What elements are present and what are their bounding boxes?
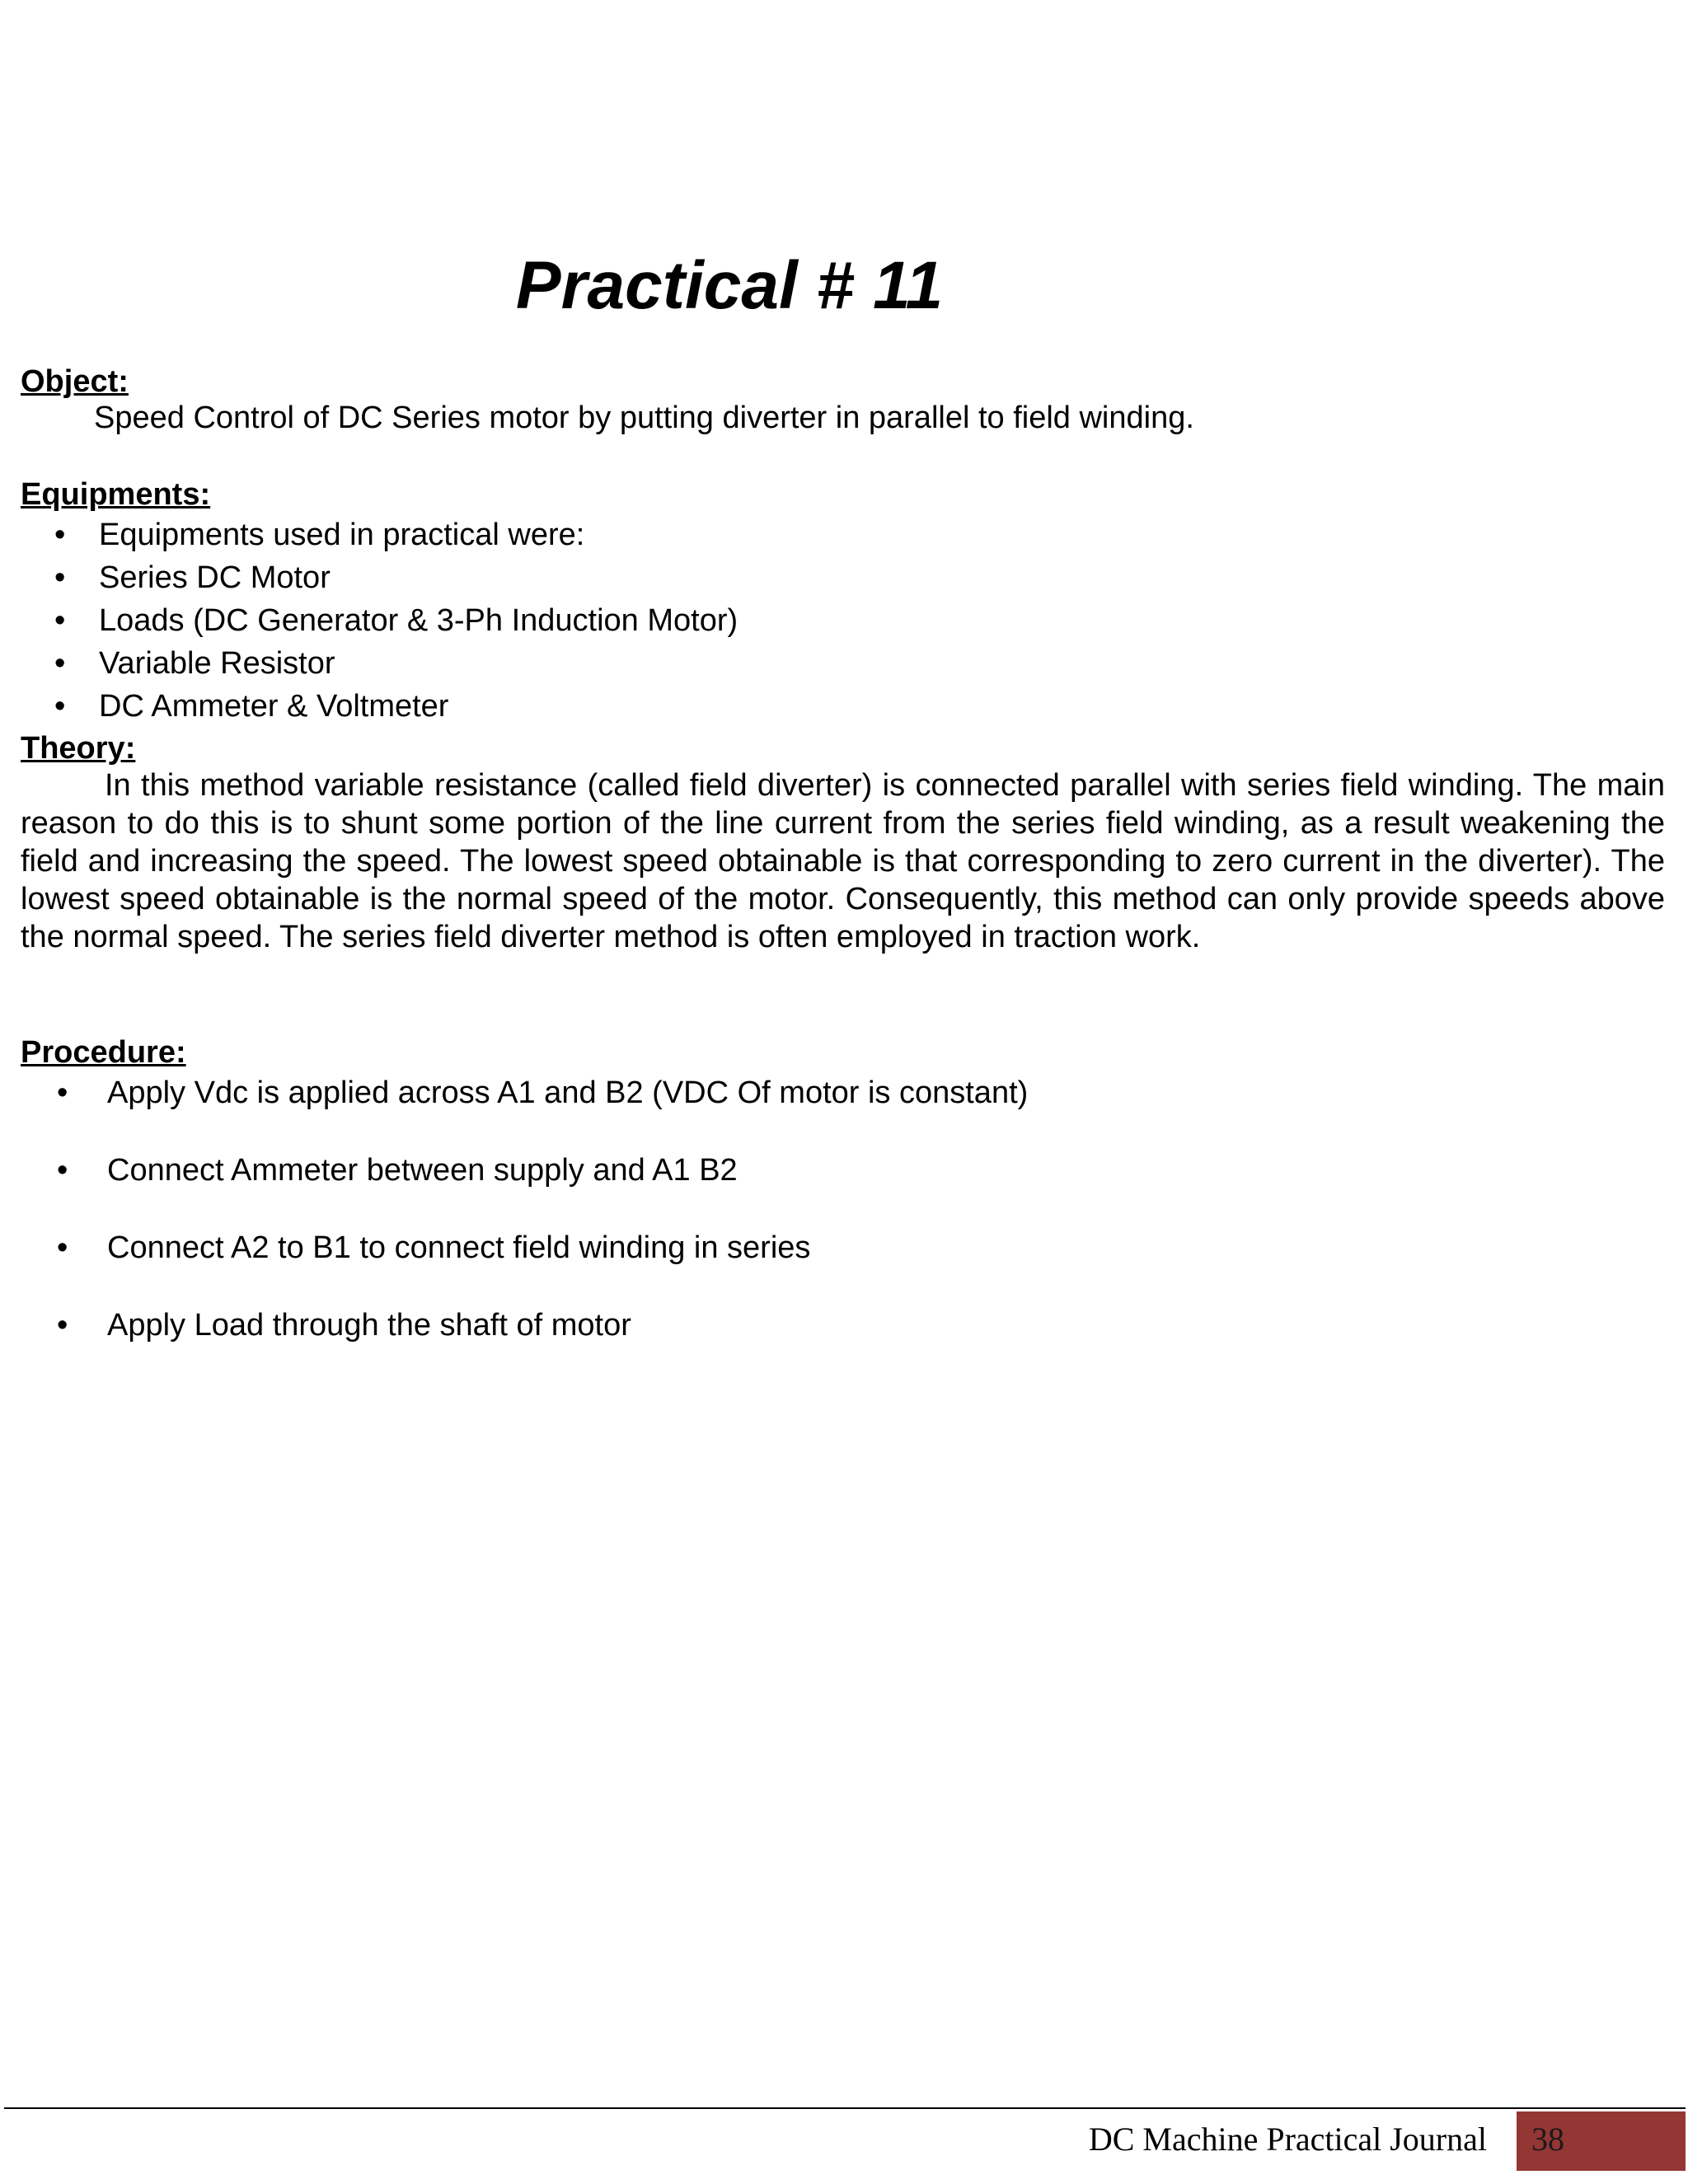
equipment-item: • DC Ammeter & Voltmeter: [54, 689, 449, 724]
bullet-icon: •: [57, 1153, 68, 1188]
page-number-box: [1517, 2111, 1686, 2171]
procedure-item: • Connect Ammeter between supply and A1 B2: [57, 1153, 738, 1188]
footer-journal-title: DC Machine Practical Journal: [1088, 2121, 1487, 2158]
footer-divider: [4, 2107, 1686, 2109]
procedure-heading: Procedure:: [21, 1035, 186, 1070]
object-text: Speed Control of DC Series motor by putting diverter in parallel to field winding.: [94, 401, 1194, 435]
equipments-heading: Equipments:: [21, 477, 211, 512]
bullet-icon: •: [54, 603, 66, 638]
equipment-item: • Loads (DC Generator & 3-Ph Induction Motor): [54, 603, 738, 638]
object-heading: Object:: [21, 364, 129, 399]
bullet-icon: •: [54, 560, 66, 595]
bullet-icon: •: [57, 1308, 68, 1343]
page-title: Practical # 11: [515, 248, 944, 323]
bullet-icon: •: [54, 646, 66, 681]
procedure-item: • Connect A2 to B1 to connect field winding in series: [57, 1230, 811, 1265]
bullet-icon: •: [57, 1230, 68, 1265]
bullet-icon: •: [57, 1076, 68, 1110]
procedure-item: • Apply Vdc is applied across A1 and B2 (VDC Of motor is constant): [57, 1076, 1029, 1110]
bullet-icon: •: [54, 518, 66, 552]
equipments-list: [0, 519, 738, 733]
bullet-icon: •: [54, 689, 66, 724]
equipment-item: • Equipments used in practical were:: [54, 518, 585, 552]
procedure-item: • Apply Load through the shaft of motor: [57, 1308, 631, 1343]
page-number: 38: [1531, 2121, 1564, 2158]
theory-heading: Theory:: [21, 731, 136, 766]
equipment-item: • Series DC Motor: [54, 560, 331, 595]
equipment-item: • Variable Resistor: [54, 646, 335, 681]
procedure-list: [21, 1077, 1028, 1387]
theory-paragraph: In this method variable resistance (called field diverter) is connected parallel with series field winding. The main reason to do this is to shunt some portion of the line current from the series field winding, as a result weakening the field and increasing the speed. The lowest speed obtainable is that corresponding to zero current in the diverter). The lowest speed obtainable is the normal speed of the motor. Consequently, this method can only provide speeds above the normal speed. The series field diverter method is often employed in traction work.: [21, 768, 1665, 954]
